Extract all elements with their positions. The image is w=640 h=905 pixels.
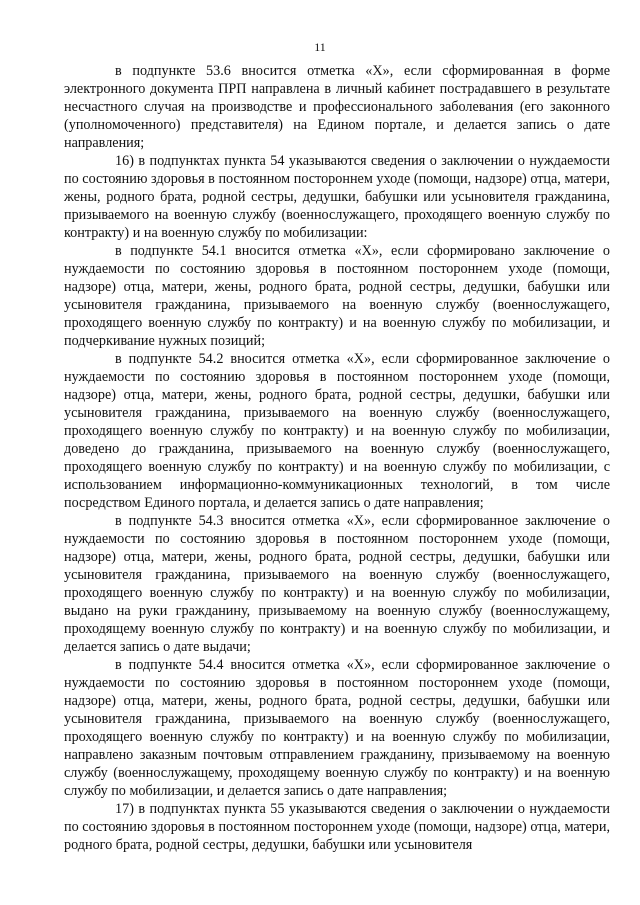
paragraph-54-1: в подпункте 54.1 вносится отметка «Х», если сформировано заключение о нуждаемости по состоянию здоровья в постоянном постороннем уходе (помощи, надзоре) отца, матери, жены, родного брата, родной сестры, дедушки, бабушки или усыновителя гражданина, призываемого на военную службу (военнослужащего, проходящего военную службу по контракту) и на военную службу по мобилизации, и подчеркивание нужных позиций; (64, 243, 610, 349)
page-number: 11 (314, 40, 326, 54)
paragraph-54-4: в подпункте 54.4 вносится отметка «Х», если сформированное заключение о нуждаемости по состоянию здоровья в постоянном постороннем уходе (помощи, надзоре) отца, матери, жены, родного брата, родной сестры, дедушки, бабушки или усыновителя гражданина, призываемого на военную службу (военнослужащего, проходящего военную службу по контракту) и на военную службу по мобилизации, направлено заказным почтовым отправлением гражданину, призываемому на военную службу (военнослужащему, проходящему военную службу по контракту) и на военную службу по мобилизации, и делается запись о дате направления; (64, 657, 610, 799)
paragraph-54-3: в подпункте 54.3 вносится отметка «Х», если сформированное заключение о нуждаемости по состоянию здоровья в постоянном постороннем уходе (помощи, надзоре) отца, матери, жены, родного брата, родной сестры, дедушки, бабушки или усыновителя гражданина, призываемого на военную службу (военнослужащего, проходящего военную службу по контракту) и на военную службу по мобилизации, выдано на руки гражданину, призываемому на военную службу (военнослужащему, проходящему военную службу по контракту) и на военную службу по мобилизации, и делается запись о дате выдачи; (64, 513, 610, 655)
paragraph-item-16: 16) в подпунктах пункта 54 указываются сведения о заключении о нуждаемости по состоянию здоровья в постоянном постороннем уходе (помощи, надзоре) отца, матери, жены, родного брата, родной сестры, дедушки, бабушки или усыновителя гражданина, призываемого на военную службу (военнослужащего, проходящего военную службу по контракту) и на военную службу по мобилизации: (64, 153, 610, 241)
paragraph-item-17: 17) в подпунктах пункта 55 указываются сведения о заключении о нуждаемости по состоянию здоровья в постоянном постороннем уходе (помощи, надзоре) отца, матери, родного брата, родной сестры, дедушки, бабушки или усыновителя (64, 801, 610, 853)
paragraph-53-6: в подпункте 53.6 вносится отметка «Х», если сформированная в форме электронного документа ПРП направлена в личный кабинет пострадавшего в результате несчастного случая на производстве и профессионального заболевания (его законного (уполномоченного) представителя) на Едином портале, и делается запись о дате направления; (64, 63, 610, 151)
paragraph-54-2: в подпункте 54.2 вносится отметка «Х», если сформированное заключение о нуждаемости по состоянию здоровья в постоянном постороннем уходе (помощи, надзоре) отца, матери, жены, родного брата, родной сестры, дедушки, бабушки или усыновителя гражданина, призываемого на военную службу (военнослужащего, проходящего военную службу по контракту) и на военную службу по мобилизации, доведено до гражданина, призываемого на военную службу (военнослужащего, проходящего военную службу по контракту) и на военную службу по мобилизации, с использованием информационно-коммуникационных технологий, в том числе посредством Единого портала, и делается запись о дате направления; (64, 351, 610, 511)
document-body (64, 62, 610, 854)
